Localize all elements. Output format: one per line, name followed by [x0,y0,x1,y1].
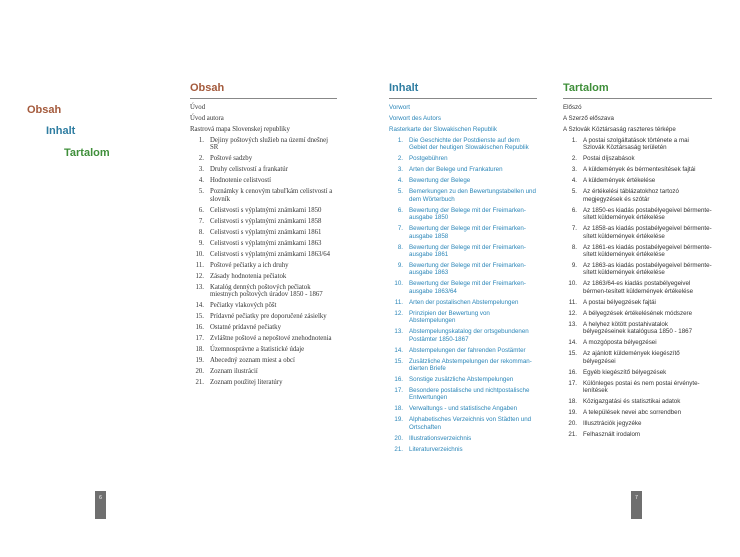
chapter-number: 18. [568,398,577,406]
chapter-title: Katalóg denných poštových pečiatok miestnych poštových úradov 1850 - 1867 [210,283,323,299]
chapter-number: 2. [397,155,403,163]
chapter-number: 13. [195,283,204,291]
toc-heading-obsah: Obsah [190,82,337,99]
chapter-number: 12. [394,309,403,317]
chapter-title: A küldemények értékelése [583,177,656,185]
chapter-number: 10. [195,250,204,258]
chapter-number: 15. [394,357,403,365]
chapter-title: Illustrationsverzeichnis [409,434,472,442]
chapter-entry [563,188,712,203]
chapter-entry [190,251,337,258]
chapter-number: 4. [571,177,577,185]
chapter-number: 20. [394,434,403,442]
chapter-number: 7. [397,225,403,233]
chapter-title: Druhy celistvostí a frankatúr [210,166,288,174]
chapter-number: 2. [198,155,204,163]
chapter-title: Egyéb kiegészítő bélyegzések [583,368,667,376]
side-title-inhalt: Inhalt [46,125,76,137]
chapter-entry [563,380,712,395]
chapter-title: Bewertung der Belege mit der Freimarken-ausgabe 1863 [409,262,526,277]
chapter-title: Az 1863/64-es kiadás postabélyegeivel bérmen-tesített küldemények értékelése [583,280,694,295]
chapter-title: A mozgóposta bélyegzései [583,339,657,347]
chapter-entry [563,431,712,438]
chapter-entry [563,244,712,259]
chapter-entry [190,324,337,331]
chapter-entry [190,313,337,320]
chapter-title: Bewertung der Belege [409,177,471,185]
chapter-title: Az 1850-es kiadás postabélyegeivel bérmente-sített küldemények értékelése [583,206,712,222]
chapter-entry [563,207,712,222]
chapter-title: Besondere postalische und nichtpostalische Entwertungen [409,387,530,402]
chapter-title: Sonstige zusätzliche Abstempelungen [409,376,514,384]
chapter-title: A postai bélyegzések fajtái [583,298,656,306]
chapter-number: 9. [397,262,403,270]
chapter-title: A települések nevei abc sorrendben [583,409,682,417]
chapter-entry [190,379,337,386]
front-matter-item: Vorwort des Autors [389,115,441,122]
chapter-number: 21. [195,379,204,387]
chapter-title: Bewertung der Belege mit der Freimarken-ausgabe 1863/64 [409,280,526,295]
chapter-number: 19. [394,416,403,424]
front-matter-list [190,104,337,133]
chapter-number: 14. [394,346,403,354]
chapter-entry [389,225,537,240]
chapter-number: 5. [571,188,577,196]
chapter-title: Postai díjszabások [583,155,635,163]
chapter-entry [389,244,537,259]
toc-column-hungarian [563,82,712,442]
chapter-title: Abstempelungen der fahrenden Postämter [409,346,526,354]
chapter-entry [389,387,537,402]
chapter-number: 19. [568,409,577,417]
chapter-title: Az 1858-as kiadás postabélyegeivel bérmente-sített küldemények értékelése [583,225,712,240]
chapter-number: 1. [571,137,577,144]
chapter-title: Az ajánlott küldemények kiegészítő bélyegzései [583,350,680,365]
chapter-entry [389,310,537,325]
chapter-entry [389,207,537,222]
chapter-entry [389,262,537,277]
chapter-title: Az 1861-es kiadás postabélyegeivel bérmente-sített küldemények értékelése [583,243,712,259]
chapter-entry [190,273,337,280]
chapter-entry [563,280,712,295]
chapter-title: Die Geschichte der Postdienste auf dem Gebiet der heutigen Slowakischen Republik [409,137,529,152]
chapter-number: 7. [198,217,204,225]
chapter-entry [389,155,537,162]
toc-heading-inhalt: Inhalt [389,82,537,99]
chapter-title: A küldemények és bérmentesítések fajtái [583,166,696,174]
chapter-entry [563,155,712,162]
chapter-number: 4. [198,177,204,185]
chapter-number: 9. [571,262,577,270]
chapter-entry [389,188,537,203]
chapter-title: Verwaltungs - und statistische Angaben [409,405,518,413]
chapter-title: A bélyegzések értékelésének módszere [583,309,693,317]
chapter-entry [563,420,712,427]
chapter-entry [190,188,337,203]
chapter-title: Zusätzliche Abstempelungen der rekomman-dierten Briefe [409,357,532,373]
chapter-number: 21. [568,431,577,439]
chapter-number: 9. [198,239,204,247]
chapter-number: 13. [394,328,403,336]
front-matter-item: Rasterkarte der Slowakischen Republik [389,126,497,133]
page-number-right: 7 [631,491,642,519]
chapter-title: Poznámky k cenovým tabuľkám celistvostí a slovník [210,188,333,203]
chapter-number: 1. [198,137,204,144]
chapter-number: 1. [397,137,403,144]
chapter-entry [190,155,337,162]
chapter-title: Literaturverzeichnis [409,445,463,453]
chapter-entry [190,207,337,214]
chapter-entry [563,398,712,405]
chapter-entry [190,368,337,375]
chapter-number: 21. [394,445,403,453]
chapter-entry [190,218,337,225]
chapter-list [389,137,537,453]
chapter-entry [389,435,537,442]
chapter-entry [563,350,712,365]
chapter-title: Zvláštne poštové a nepoštové znehodnotenia [210,335,332,343]
chapter-title: Zoznam použitej literatúry [210,379,283,387]
chapter-title: Prinzipien der Bewertung von Abstempelungen [409,309,490,325]
chapter-title: Közigazgatási és statisztikai adatok [583,398,681,406]
chapter-entry [563,166,712,173]
chapter-entry [563,321,712,336]
chapter-number: 8. [198,228,204,236]
side-title-tartalom: Tartalom [64,147,110,159]
chapter-title: Alphabetisches Verzeichnis von Städten und Ortschaften [409,416,532,431]
chapter-number: 11. [394,298,403,306]
chapter-number: 16. [195,324,204,332]
chapter-number: 10. [568,280,577,288]
chapter-number: 19. [195,357,204,365]
front-matter-item: Rastrová mapa Slovenskej republiky [190,126,290,133]
front-matter-list [389,104,537,133]
chapter-title: Celistvosti s výplatnými známkami 1863/64 [210,250,331,258]
chapter-entry [563,369,712,376]
chapter-title: Bewertung der Belege mit der Freimarken-ausgabe 1861 [409,243,526,259]
chapter-title: Bewertung der Belege mit der Freimarken-ausgabe 1850 [409,206,526,222]
chapter-title: Celistvosti s výplatnými známkami 1850 [210,206,322,214]
chapter-entry [190,335,337,342]
chapter-title: Zoznam ilustrácií [210,368,258,376]
chapter-title: Poštové pečiatky a ich druhy [210,261,289,269]
chapter-entry [563,310,712,317]
chapter-entry [563,299,712,306]
chapter-number: 5. [198,188,204,196]
chapter-entry [389,416,537,431]
chapter-number: 12. [568,309,577,317]
toc-heading-tartalom: Tartalom [563,82,712,99]
chapter-number: 8. [571,243,577,251]
chapter-title: Prídavné pečiatky pre doporučené zásielky [210,313,327,321]
chapter-number: 16. [568,368,577,376]
chapter-number: 8. [397,243,403,251]
chapter-number: 5. [397,188,403,196]
chapter-title: A postai szolgáltatások története a mai Szlovák Köztársaság területén [583,137,689,152]
page-number-left: 6 [95,491,106,519]
chapter-number: 4. [397,177,403,185]
chapter-number: 20. [568,420,577,428]
front-matter-item: A Szerző előszava [563,115,614,122]
chapter-entry [190,166,337,173]
chapter-title: Arten der postalischen Abstempelungen [409,298,519,306]
chapter-entry [389,177,537,184]
chapter-title: Különleges postai és nem postai érvényte-lenítések [583,379,700,395]
front-matter-item: A Szlovák Köztársaság raszteres térképe [563,126,676,133]
chapter-number: 6. [571,206,577,214]
toc-column-german [389,82,537,457]
chapter-number: 10. [394,280,403,288]
chapter-list [190,137,337,387]
chapter-number: 11. [195,261,204,269]
chapter-entry [389,280,537,295]
chapter-entry [389,166,537,173]
chapter-title: Územnosprávne a štatistické údaje [210,346,305,354]
chapter-number: 17. [568,379,577,387]
toc-column-slovak [190,82,337,390]
chapter-entry [190,229,337,236]
chapter-number: 14. [568,339,577,347]
chapter-entry [389,405,537,412]
chapter-entry [389,328,537,343]
chapter-entry [563,339,712,346]
chapter-number: 2. [571,155,577,163]
chapter-entry [389,446,537,453]
chapter-entry [389,376,537,383]
chapter-number: 16. [394,376,403,384]
chapter-number: 15. [568,350,577,358]
chapter-title: Felhasznált irodalom [583,431,641,439]
chapter-title: Bewertung der Belege mit der Freimarken-ausgabe 1858 [409,225,526,240]
chapter-number: 18. [394,405,403,413]
chapter-title: Hodnotenie celistvostí [210,177,271,185]
chapter-entry [190,262,337,269]
side-title-obsah: Obsah [27,104,62,116]
chapter-number: 3. [397,166,403,174]
chapter-entry [389,137,537,152]
chapter-entry [563,225,712,240]
front-matter-list [563,104,712,133]
chapter-title: Zásady hodnotenia pečiatok [210,272,287,280]
chapter-entry [389,358,537,373]
chapter-entry [563,137,712,152]
chapter-number: 11. [568,298,577,306]
chapter-number: 7. [571,225,577,233]
chapter-title: Celistvosti s výplatnými známkami 1858 [210,217,322,225]
front-matter-item: Úvod [190,104,206,111]
chapter-list [563,137,712,438]
chapter-title: Az 1863-as kiadás postabélyegeivel bérmente-sített küldemények értékelése [583,262,712,277]
chapter-number: 15. [195,313,204,321]
chapter-entry [190,357,337,364]
chapter-title: Abecedný zoznam miest a obcí [210,357,295,365]
chapter-entry [389,299,537,306]
chapter-number: 18. [195,346,204,354]
chapter-number: 17. [394,387,403,395]
chapter-number: 3. [198,166,204,174]
chapter-number: 6. [198,206,204,214]
chapter-title: Poštové sadzby [210,155,253,163]
front-matter-item: Vorwort [389,104,410,111]
chapter-entry [190,177,337,184]
chapter-entry [190,302,337,309]
chapter-title: Az értékelési táblázatokhoz tartozó megjegyzések és szótár [583,188,679,203]
chapter-number: 20. [195,368,204,376]
chapter-entry [563,262,712,277]
chapter-title: Abstempelungskatalog der ortsgebundenen Postämter 1850-1867 [409,328,529,343]
chapter-number: 6. [397,206,403,214]
chapter-title: Arten der Belege und Frankaturen [409,166,503,174]
front-matter-item: Előszó [563,104,582,111]
chapter-title: Celistvosti s výplatnými známkami 1861 [210,228,322,236]
chapter-title: A helyhez kötött postahivatalok bélyegzéseinek katalógusa 1850 - 1867 [583,320,693,336]
chapter-title: Dejiny poštových služieb na území dnešnej SR [210,137,328,152]
chapter-entry [563,409,712,416]
chapter-title: Ostatné prídavné pečiatky [210,324,281,332]
chapter-number: 17. [195,335,204,343]
chapter-entry [190,284,337,299]
chapter-number: 14. [195,302,204,310]
chapter-title: Bemerkungen zu den Bewertungstabellen und dem Wörterbuch [409,188,536,203]
chapter-number: 12. [195,272,204,280]
chapter-title: Pečiatky vlakových pôšt [210,302,277,310]
chapter-entry [190,137,337,152]
chapter-entry [190,240,337,247]
front-matter-item: Úvod autora [190,115,224,122]
chapter-number: 13. [568,320,577,328]
chapter-title: Celistvosti s výplatnými známkami 1863 [210,239,322,247]
chapter-title: Postgebühren [409,155,448,163]
chapter-entry [389,347,537,354]
chapter-entry [190,346,337,353]
chapter-number: 3. [571,166,577,174]
chapter-title: Illusztrációk jegyzéke [583,420,642,428]
chapter-entry [563,177,712,184]
